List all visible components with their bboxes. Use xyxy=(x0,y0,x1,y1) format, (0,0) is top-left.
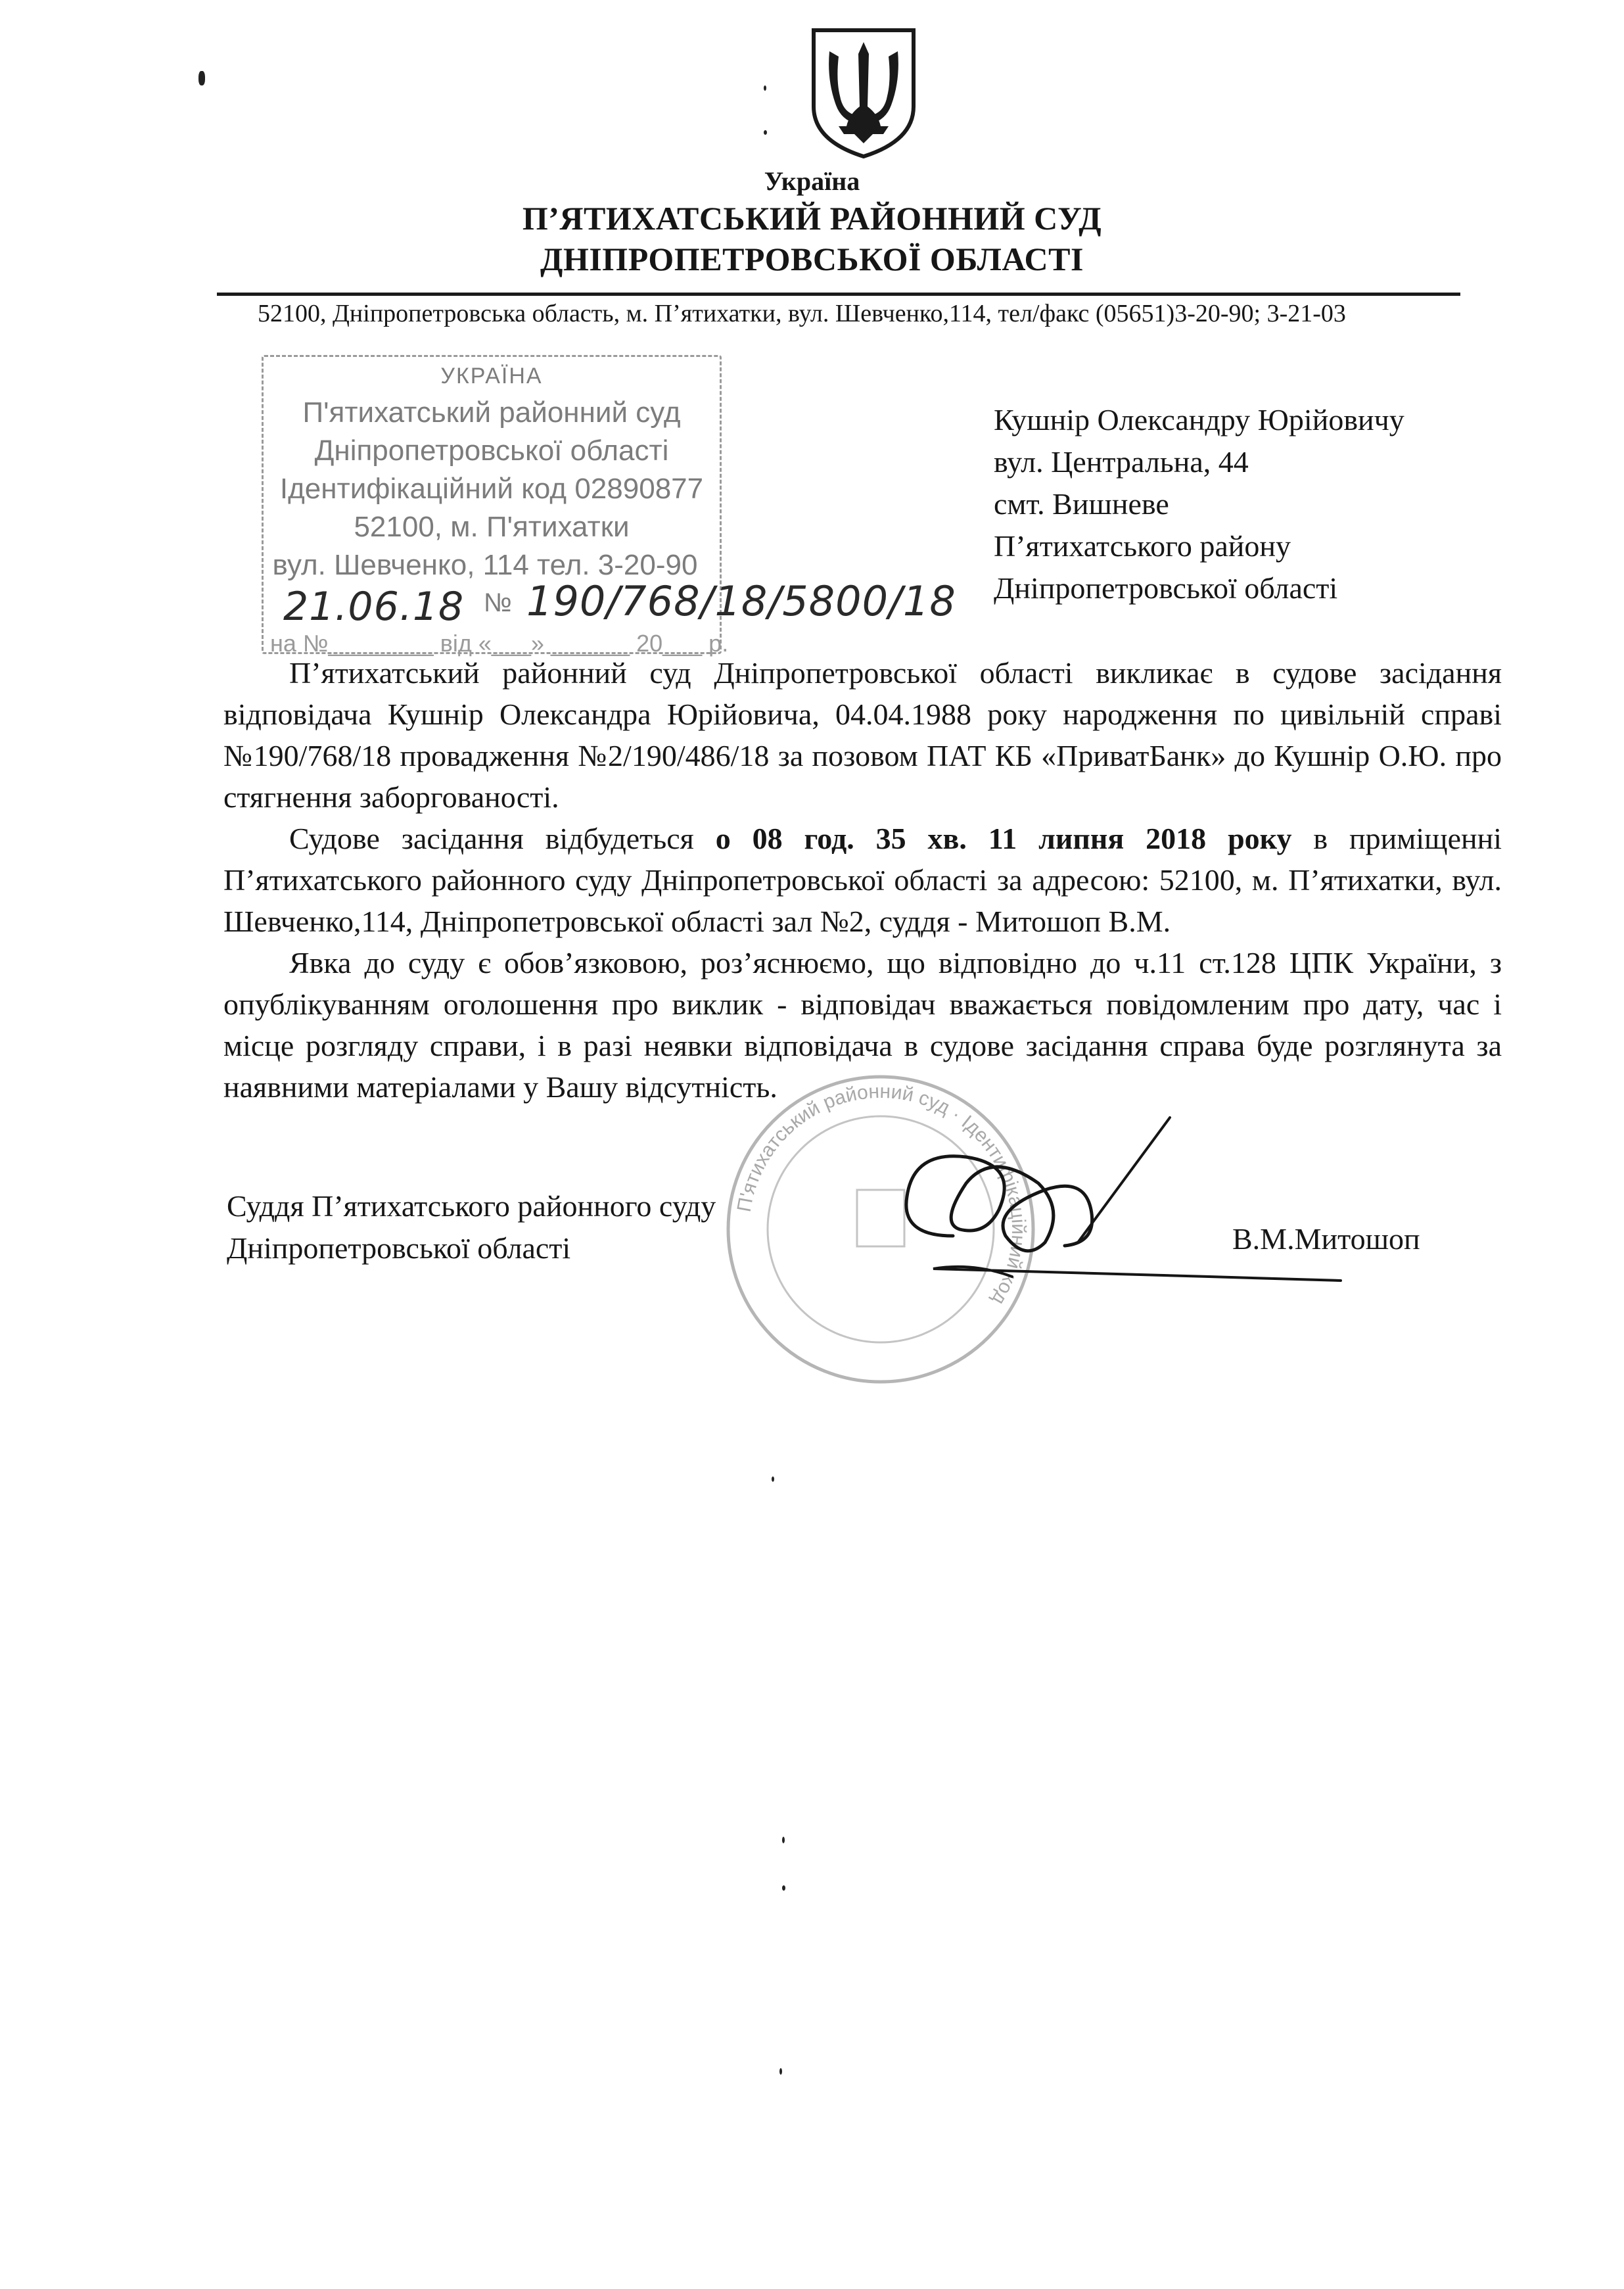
scan-mark xyxy=(764,130,767,135)
recipient-name: Кушнір Олександру Юрійовичу xyxy=(994,403,1404,437)
stamp-street: вул. Шевченко, 114 тел. 3-20-90 xyxy=(272,549,698,581)
body-paragraph-summons: П’ятихатський районний суд Дніпропетровської області викликає в судове засідання відповідача Кушнір Олександра Юрійовича, 04.04.1988 року народження по цивільній справі №190/768/18 провадження №2/190/486/18 за позовом ПАТ КБ «ПриватБанк» до Кушнір О.Ю. про стягнення заборгованості. xyxy=(223,656,1502,814)
stamp-reference-blank: на №________ від «___» ______ 20___ р. xyxy=(270,630,729,657)
recipient-settlement: смт. Вишневе xyxy=(994,487,1169,521)
hearing-location: в приміщенні П’ятихатського районного суду Дніпропетровської області за адресою: 52100, м. П’ятихатки, вул. Шевченко,114, Дніпропетровської області зал №2, суддя - Митошоп В.М. xyxy=(223,822,1502,938)
recipient-district: П’ятихатського району xyxy=(994,529,1291,563)
stamp-id-code: Ідентифікаційний код 02890877 xyxy=(279,473,704,505)
registration-stamp xyxy=(262,355,956,657)
recipient-street: вул. Центральна, 44 xyxy=(994,445,1249,479)
hearing-datetime: о 08 год. 35 хв. 11 липня 2018 року xyxy=(715,822,1292,855)
summons-body xyxy=(223,652,1502,1108)
coat-of-arms-icon xyxy=(810,28,917,159)
court-name-line2: ДНІПРОПЕТРОВСЬКОЇ ОБЛАСТІ xyxy=(540,241,1084,277)
stamp-number-label: № xyxy=(484,588,512,617)
body-paragraph-attendance: Явка до суду є обов’язковою, роз’яснюємо, що відповідно до ч.11 ст.128 ЦПК України, з опублікуванням оголошення про виклик - відповідач вважається повідомленим про дату, час і місце розгляду справи, і в разі неявки відповідача в судове засідання справа буде розглянута за наявними матеріалами у Вашу відсутність. xyxy=(223,946,1502,1104)
seal-text: П'ятихатський районний суд · Ідентифікаційний код xyxy=(733,1080,1030,1309)
scan-mark xyxy=(782,1837,785,1843)
body-paragraph-hearing xyxy=(223,818,1502,942)
header-divider xyxy=(217,293,1460,296)
country-name: Україна xyxy=(764,166,860,196)
signer-title-line2: Дніпропетровської області xyxy=(227,1231,571,1265)
stamp-court-name: П'ятихатський районний суд xyxy=(302,396,681,429)
signer-title-line1: Суддя П’ятихатського районного суду xyxy=(227,1189,716,1223)
stamp-city: 52100, м. П'ятихатки xyxy=(354,511,630,543)
stamp-region: Дніпропетровської області xyxy=(314,435,669,467)
hearing-intro: Судове засідання відбудеться xyxy=(289,822,716,855)
signer-name: В.М.Митошоп xyxy=(1232,1222,1420,1256)
recipient-region: Дніпропетровської області xyxy=(994,571,1338,605)
scan-mark xyxy=(779,2068,782,2075)
scan-mark xyxy=(772,1476,774,1482)
scan-mark xyxy=(782,1885,785,1891)
scan-mark xyxy=(198,71,205,85)
court-address: 52100, Дніпропетровська область, м. П’ятихатки, вул. Шевченко,114, тел/факс (05651)3-20-90; 3-21-03 xyxy=(258,300,1346,327)
handwritten-signature xyxy=(828,1104,1354,1302)
stamp-handwritten-number: 190/768/18/5800/18 xyxy=(526,577,956,625)
stamp-handwritten-date: 21.06.18 xyxy=(283,584,465,630)
court-name-line1: П’ЯТИХАТСЬКИЙ РАЙОННИЙ СУД xyxy=(522,200,1102,237)
scan-mark xyxy=(764,85,766,91)
stamp-country: УКРАЇНА xyxy=(440,364,543,389)
